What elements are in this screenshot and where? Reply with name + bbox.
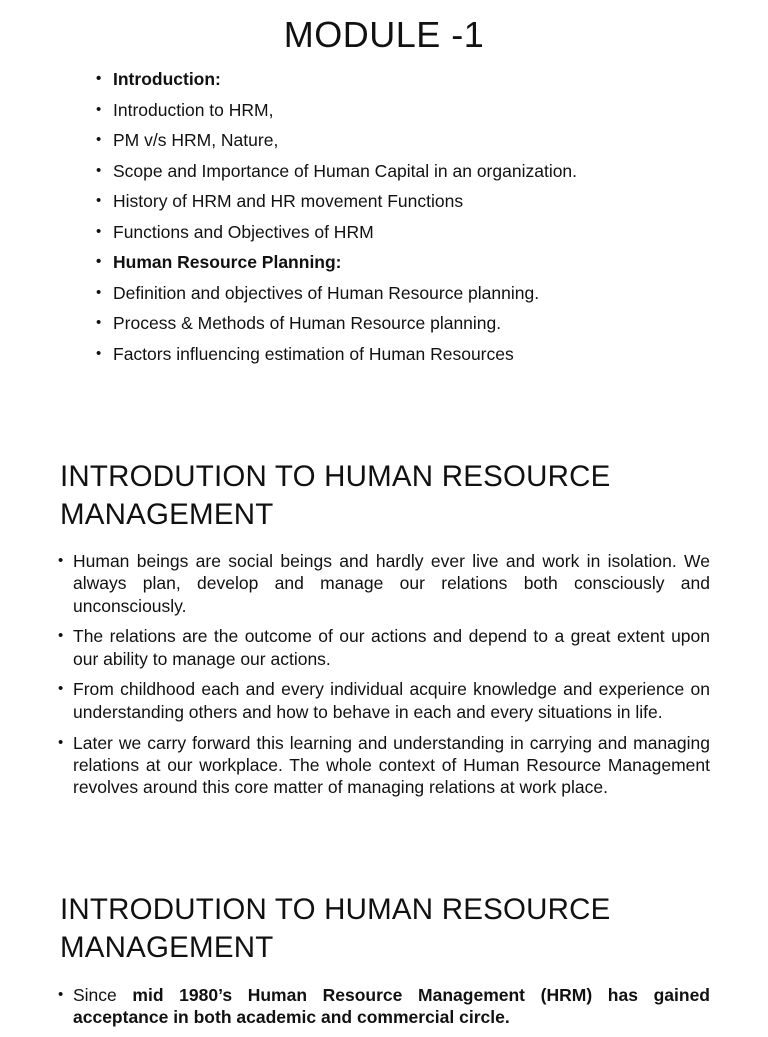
section-title-2 [60, 891, 610, 967]
paragraph-item: • From childhood each and every individual acquire knowledge and experience on understanding others and how to behave in each and every situations in life. [58, 678, 710, 723]
topic-item: • Factors influencing estimation of Human Resources [94, 339, 577, 370]
topic-item: • Introduction: [94, 64, 577, 95]
topic-item: • PM v/s HRM, Nature, [94, 125, 577, 156]
paragraph-item [58, 984, 710, 1029]
paragraph-bold-text: mid 1980’s Human Resource Management (HRM) has gained acceptance in both academic and commercial circle. [73, 985, 710, 1028]
topic-item: • Process & Methods of Human Resource planning. [94, 308, 577, 339]
section-title-line1: INTRODUTION TO HUMAN RESOURCE [60, 893, 611, 926]
section-title [60, 458, 610, 534]
module-title: MODULE -1 [283, 14, 485, 55]
paragraph-item: • Later we carry forward this learning and understanding in carrying and managing relations at our workplace. The whole context of Human Resource Management revolves around this core matter of managing relations at work place. [58, 732, 710, 799]
paragraph-item: • The relations are the outcome of our actions and depend to a great extent upon our ability to manage our actions. [58, 625, 710, 670]
section-title-line2: MANAGEMENT [60, 931, 274, 964]
section-title-line2: MANAGEMENT [60, 498, 274, 531]
module-topic-list [94, 64, 577, 369]
topic-item: • History of HRM and HR movement Functions [94, 186, 577, 217]
intro-paragraph-list [58, 550, 710, 807]
topic-item: • Human Resource Planning: [94, 247, 577, 278]
topic-item: • Scope and Importance of Human Capital in an organization. [94, 156, 577, 187]
section-title-line1: INTRODUTION TO HUMAN RESOURCE [60, 460, 611, 493]
hrm-paragraph-list [58, 984, 710, 1037]
paragraph-prefix: Since [73, 985, 133, 1005]
topic-item: • Functions and Objectives of HRM [94, 217, 577, 248]
topic-item: • Introduction to HRM, [94, 95, 577, 126]
paragraph-item: • Human beings are social beings and hardly ever live and work in isolation. We always plan, develop and manage our relations both consciously and unconsciously. [58, 550, 710, 617]
topic-item: • Definition and objectives of Human Resource planning. [94, 278, 577, 309]
